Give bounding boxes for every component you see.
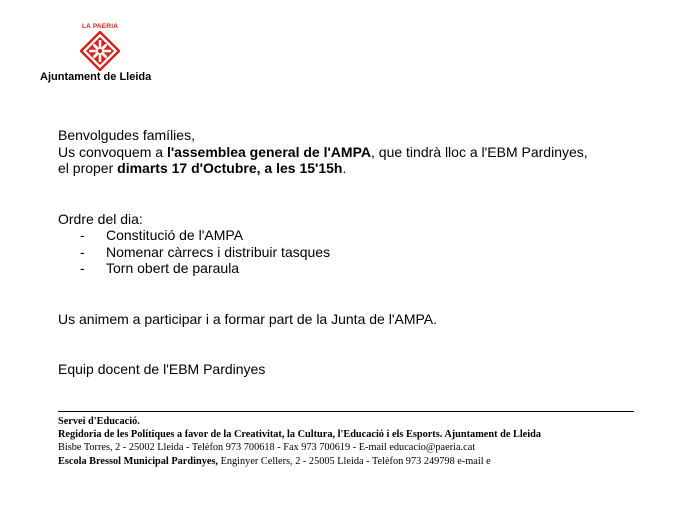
footer-department: Regidoria de les Polítiques a favor de la Creativitat, la Cultura, l'Educació i els Esports. Ajuntament de Lleida <box>58 429 541 441</box>
footer-line-service <box>58 415 658 428</box>
list-item <box>58 244 648 261</box>
letter-body <box>58 127 648 378</box>
footer <box>58 415 658 468</box>
convocation-event: l'assemblea general de l'AMPA <box>166 143 371 160</box>
list-bullet: - <box>80 260 85 276</box>
agenda-list <box>58 227 648 277</box>
convocation-prefix: Us convoquem a <box>58 143 167 160</box>
list-item <box>58 227 648 244</box>
date-line <box>58 160 648 177</box>
footer-line-department <box>58 428 658 441</box>
convocation-suffix: , que tindrà lloc a l'EBM Pardinyes, <box>371 143 588 160</box>
agenda-item-text: Nomenar càrrecs i distribuir tasques <box>106 243 331 260</box>
organization-logo <box>40 20 170 90</box>
footer-divider <box>58 411 634 412</box>
date-suffix: . <box>342 160 347 176</box>
list-bullet: - <box>80 243 85 260</box>
agenda-title: Ordre del dia: <box>58 210 143 227</box>
signature: Equip docent de l'EBM Pardinyes <box>58 361 266 377</box>
greeting: Benvolgudes famílies, <box>58 127 195 143</box>
list-bullet: - <box>80 227 85 243</box>
footer-service: Servei d'Educació. <box>58 416 140 427</box>
footer-line-school <box>58 455 658 468</box>
date-time: dimarts 17 d'Octubre, a les 15'15h <box>117 160 343 176</box>
agenda-item-text: Constitució de l'AMPA <box>106 227 244 243</box>
agenda-item-text: Torn obert de paraula <box>106 260 240 276</box>
date-prefix: el proper <box>58 160 118 176</box>
footer-school-name: Escola Bressol Municipal Pardinyes, <box>58 455 218 467</box>
invite-paragraph: Us animem a participar i a formar part de la Junta de l'AMPA. <box>58 310 438 327</box>
footer-address: Bisbe Torres, 2 - 25002 Lleida - Telèfon 973 700618 - Fax 973 700619 - E-mail educacio@paeria.cat <box>58 442 476 454</box>
footer-school-address: Enginyer Cellers, 2 - 25005 Lleida - Telèfon 973 249798 e-mail e <box>218 455 491 467</box>
list-item <box>58 260 648 277</box>
paeria-emblem-icon <box>80 31 120 71</box>
logo-top-text: LA PAERIA <box>82 23 119 30</box>
convocation-line <box>58 144 648 161</box>
organization-name: Ajuntament de Lleida <box>40 71 152 83</box>
